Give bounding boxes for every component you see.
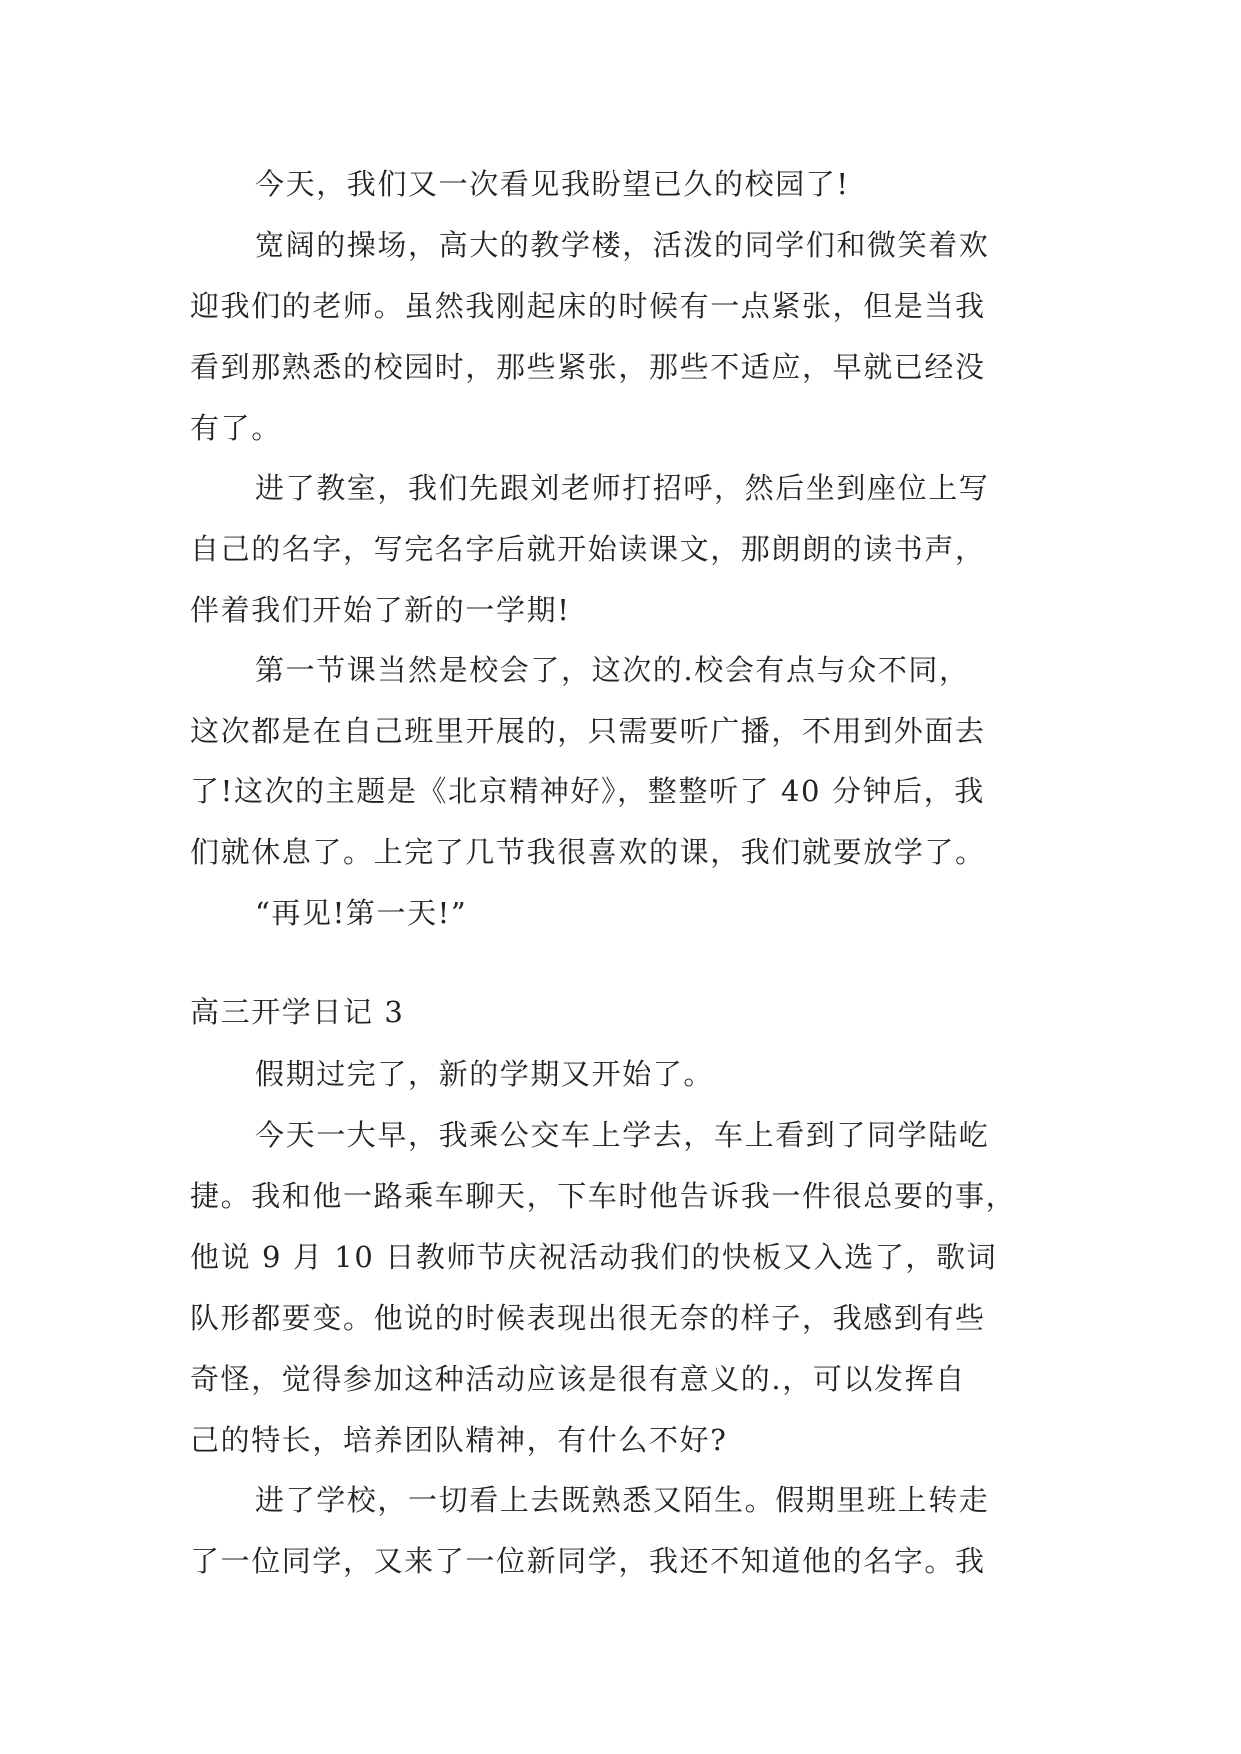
paragraph-line: 这次都是在自己班里开展的，只需要听广播，不用到外面去 — [190, 714, 986, 748]
paragraph-line: 进了学校，一切看上去既熟悉又陌生。假期里班上转走 — [255, 1483, 990, 1517]
paragraph-line: 今天一大早，我乘公交车上学去，车上看到了同学陆屹 — [255, 1118, 990, 1152]
paragraph-line: “再见!第一天!” — [255, 896, 468, 930]
paragraph-line: 奇怪，觉得参加这种活动应该是很有意义的.，可以发挥自 — [190, 1362, 966, 1396]
paragraph-line: 看到那熟悉的校园时，那些紧张，那些不适应，早就已经没 — [190, 350, 986, 384]
paragraph-line: 进了教室，我们先跟刘老师打招呼，然后坐到座位上写 — [255, 471, 990, 505]
paragraph-line: 队形都要变。他说的时候表现出很无奈的样子，我感到有些 — [190, 1301, 986, 1335]
paragraph-line: 们就休息了。上完了几节我很喜欢的课，我们就要放学了。 — [190, 835, 986, 869]
paragraph-line: 有了。 — [190, 411, 282, 445]
paragraph-line: 宽阔的操场，高大的教学楼，活泼的同学们和微笑着欢 — [255, 228, 990, 262]
paragraph-line: 他说 9 月 10 日教师节庆祝活动我们的快板又入选了，歌词 — [190, 1240, 998, 1274]
paragraph-line: 今天，我们又一次看见我盼望已久的校园了! — [255, 167, 850, 201]
paragraph-line: 迎我们的老师。虽然我刚起床的时候有一点紧张，但是当我 — [190, 289, 986, 323]
paragraph-line: 自己的名字，写完名字后就开始读课文，那朗朗的读书声， — [190, 532, 986, 566]
paragraph-line: 了!这次的主题是《北京精神好》，整整听了 40 分钟后，我 — [190, 774, 985, 808]
paragraph-line: 假期过完了，新的学期又开始了。 — [255, 1057, 715, 1091]
paragraph-line: 第一节课当然是校会了，这次的.校会有点与众不同， — [255, 653, 970, 687]
paragraph-line: 捷。我和他一路乘车聊天，下车时他告诉我一件很总要的事， — [190, 1179, 1017, 1213]
paragraph-line: 伴着我们开始了新的一学期! — [190, 593, 571, 627]
paragraph-line: 了一位同学，又来了一位新同学，我还不知道他的名字。我 — [190, 1544, 986, 1578]
section-heading: 高三开学日记 3 — [190, 995, 405, 1029]
paragraph-line: 己的特长，培养团队精神，有什么不好? — [190, 1423, 728, 1457]
